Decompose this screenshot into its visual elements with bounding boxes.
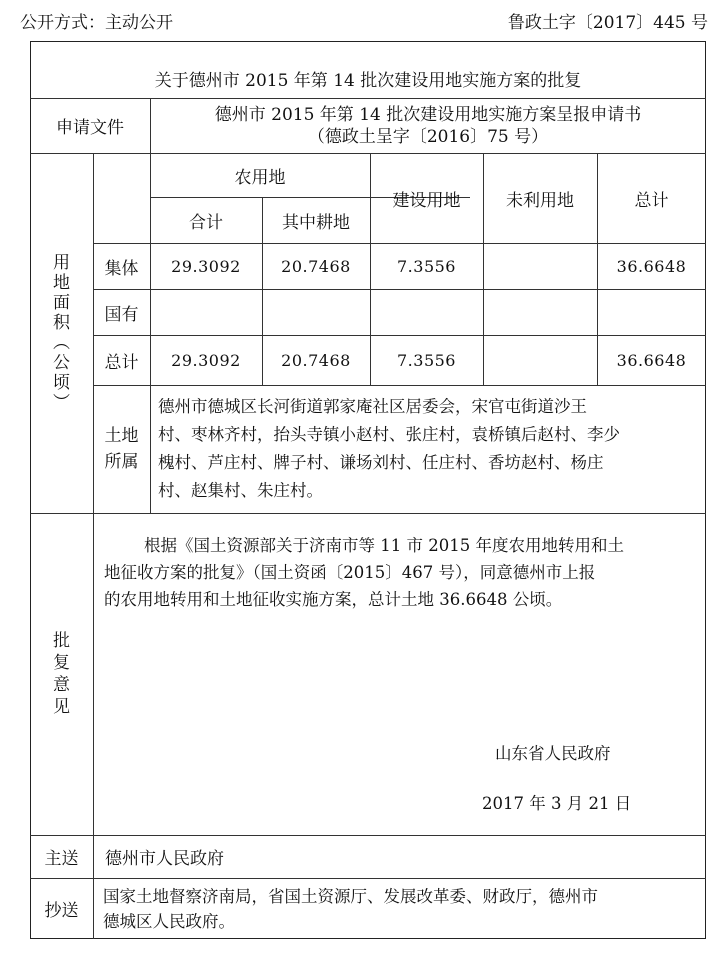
cc-line-2: 德城区人民政府。	[103, 911, 235, 931]
approval-opinion-label	[30, 513, 93, 835]
cell-state-total	[597, 289, 706, 335]
side-char: 顷	[53, 373, 70, 393]
application-document	[150, 98, 706, 153]
side-char: 面	[53, 293, 70, 313]
cell-state-agri-total	[150, 289, 262, 335]
cell-collective-construction: 7.3556	[397, 256, 456, 276]
document-title: 关于德州市 2015 年第 14 批次建设用地实施方案的批复	[154, 70, 582, 91]
header-agricultural-land: 农用地	[234, 167, 286, 188]
main-recipient-label: 主送	[44, 849, 79, 869]
cell-total-agri-total: 29.3092	[171, 350, 241, 370]
cc-recipients	[93, 878, 706, 939]
disclosure-mode: 公开方式：主动公开	[20, 13, 173, 33]
cell-total-total: 36.6648	[616, 350, 687, 370]
header-agri-subtotal: 合计	[189, 212, 223, 233]
cell-collective-arable: 20.7468	[281, 256, 351, 276]
divider-ownership	[30, 513, 706, 514]
side-char: ︶	[53, 393, 70, 413]
ownership-label	[93, 385, 150, 513]
application-document-line-1: 德州市 2015 年第 14 批次建设用地实施方案呈报申请书	[214, 104, 642, 125]
approval-line-2: 地征收方案的批复》（国土资函〔2015〕467 号），同意德州市上报	[104, 563, 596, 582]
issuing-authority: 山东省人民政府	[495, 744, 611, 763]
approval-char: 见	[53, 697, 70, 717]
application-label: 申请文件	[56, 118, 124, 138]
approval-char: 复	[53, 653, 70, 673]
approval-char: 意	[53, 675, 70, 695]
header-grand-total: 总计	[634, 190, 669, 211]
cell-state-arable	[262, 289, 370, 335]
main-recipient: 德州市人民政府	[105, 849, 224, 869]
side-char: 地	[53, 273, 70, 293]
side-char: ︵	[53, 333, 70, 353]
cell-collective-agri-total: 29.3092	[171, 256, 241, 276]
approval-line-1: 根据《国土资源部关于济南市等 11 市 2015 年度农用地转用和土	[144, 536, 624, 555]
land-area-side-label	[30, 153, 93, 513]
ownership-line-2: 村、枣林齐村，抬头寺镇小赵村、张庄村，袁桥镇后赵村、李少	[158, 425, 620, 444]
cc-label: 抄送	[44, 901, 79, 921]
cell-total-construction: 7.3556	[397, 350, 456, 370]
approval-line-3: 的农用地转用和土地征收实施方案，总计土地 36.6648 公顷。	[104, 590, 563, 609]
cell-collective-total: 36.6648	[616, 256, 687, 276]
header-unused-land: 未利用地	[506, 190, 574, 211]
approval-text	[104, 532, 700, 613]
row-label-collective: 集体	[104, 258, 139, 279]
side-char: 用	[53, 253, 70, 273]
cell-collective-unused	[483, 243, 597, 289]
ownership-villages	[150, 385, 706, 513]
cell-total-unused	[483, 335, 597, 385]
row-label-total: 总计	[104, 352, 139, 373]
approval-char: 批	[53, 631, 70, 651]
header-arable-land: 其中耕地	[282, 212, 350, 233]
row-label-state: 国有	[104, 304, 139, 325]
cell-state-construction	[370, 289, 483, 335]
ownership-label-line-1: 土地	[104, 426, 139, 446]
side-char: 积	[53, 313, 70, 333]
ownership-line-3: 槐村、芦庄村、牌子村、谦场刘村、任庄村、香坊赵村、杨庄	[158, 453, 604, 472]
issue-date: 2017 年 3 月 21 日	[482, 794, 632, 813]
ownership-line-1: 德州市德城区长河街道郭家庵社区居委会，宋官屯街道沙王	[158, 397, 587, 416]
ownership-line-4: 村、赵集村、朱庄村。	[158, 481, 323, 500]
header-construction-land: 建设用地	[392, 190, 461, 211]
document-number: 鲁政土字〔2017〕445 号	[507, 13, 708, 33]
side-char: 公	[53, 353, 70, 373]
ownership-label-line-2: 所属	[104, 452, 139, 472]
cell-total-arable: 20.7468	[281, 350, 351, 370]
application-document-line-2: （德政土呈字〔2016〕75 号）	[307, 126, 549, 147]
cell-state-unused	[483, 289, 597, 335]
cc-line-1: 国家土地督察济南局，省国土资源厅、发展改革委、财政厅，德州市	[103, 886, 598, 906]
